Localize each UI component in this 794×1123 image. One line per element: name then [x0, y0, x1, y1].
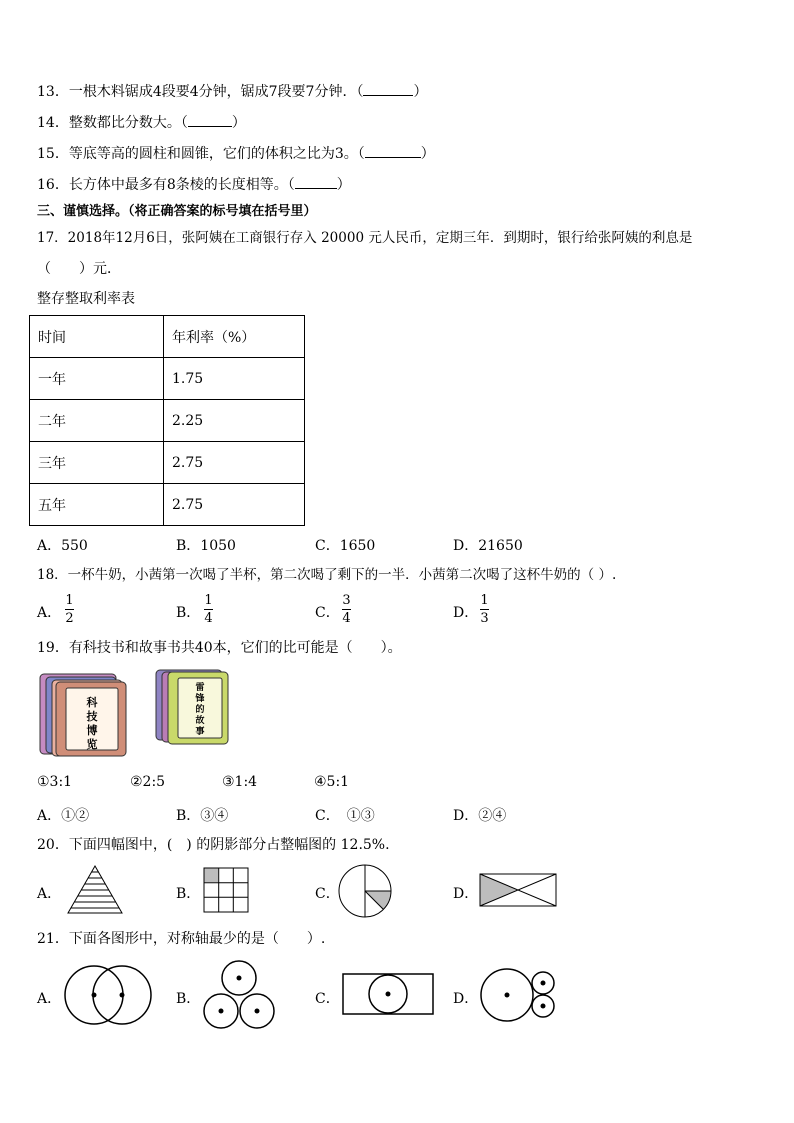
table-row: [30, 400, 305, 442]
rate-table: [29, 315, 305, 526]
numerator: 3: [342, 593, 351, 608]
table-cell: 2.75: [164, 442, 305, 484]
question-17-line2: （ ）元．: [37, 261, 121, 277]
grid-figure: [203, 867, 249, 913]
three-circles-figure: [202, 960, 276, 1030]
option-a[interactable]: [37, 602, 61, 622]
paren-close: ）: [336, 177, 351, 193]
table-cell: 2.75: [164, 484, 305, 526]
question-13: [37, 83, 427, 101]
option-b[interactable]: B．1050: [176, 538, 236, 554]
option-b[interactable]: [176, 602, 200, 622]
book-title-char: 科: [86, 696, 98, 709]
question-17-line1: 17．2018年12月6日，张阿姨在工商银行存入 20000 元人民币，定期三年．到期时，银行给张阿姨的利息是: [37, 230, 693, 246]
rectangle-diagonal-figure: [479, 873, 557, 907]
option-c[interactable]: C．1650: [315, 538, 376, 554]
question-14: [37, 114, 246, 132]
question-14-text: 14．整数都比分数大。（: [37, 115, 188, 131]
fraction: [480, 593, 489, 626]
option-d[interactable]: D．: [453, 991, 479, 1007]
option-c[interactable]: C． ①③: [315, 808, 375, 824]
story-books-illustration: [154, 666, 232, 748]
option-a[interactable]: A．①②: [37, 808, 90, 824]
answer-blank[interactable]: [188, 114, 232, 127]
option-a[interactable]: A．: [37, 991, 62, 1007]
overlapping-circles-figure: [64, 964, 152, 1026]
question-15: [37, 145, 435, 163]
rectangle-circle-figure: [342, 973, 434, 1015]
table-header: 时间: [30, 316, 164, 358]
option-b[interactable]: B．: [176, 991, 201, 1007]
book-title-char: 故: [195, 716, 205, 726]
option-b[interactable]: B．③④: [176, 808, 229, 824]
question-16-text: 16．长方体中最多有8条棱的长度相等。（: [37, 177, 295, 193]
paren-close: ）: [231, 115, 246, 131]
science-books-illustration: [38, 666, 130, 758]
book-title-char: 事: [195, 727, 205, 737]
book-title-char: 博: [86, 724, 98, 737]
book-title-char: 技: [86, 710, 98, 723]
answer-blank[interactable]: [365, 145, 421, 158]
table-header: 年利率（%）: [164, 316, 305, 358]
numerator: 1: [204, 593, 213, 608]
big-small-circles-figure: [479, 967, 557, 1023]
book-title-char: 锋: [195, 694, 205, 704]
table-cell: 一年: [30, 358, 164, 400]
question-18: 18．一杯牛奶，小茜第一次喝了半杯，第二次喝了剩下的一半．小茜第二次喝了这杯牛奶的（ ）.: [37, 567, 617, 583]
table-row: [30, 442, 305, 484]
numerator: 1: [65, 593, 74, 608]
denominator: 3: [480, 611, 489, 626]
option-a[interactable]: A．550: [37, 538, 88, 554]
striped-triangle-figure: [66, 865, 124, 915]
ratio-choice-4: ④5:1: [314, 774, 350, 790]
option-d[interactable]: D．②④: [453, 808, 507, 824]
ratio-choice-1: ①3:1: [37, 774, 73, 790]
fraction: [65, 593, 74, 626]
denominator: 2: [65, 611, 74, 626]
denominator: 4: [204, 611, 213, 626]
option-c[interactable]: C．: [315, 886, 340, 902]
option-d[interactable]: D．: [453, 886, 479, 902]
section-heading: 三、谨慎选择。（将正确答案的标号填在括号里）: [37, 204, 317, 219]
table-cell: 五年: [30, 484, 164, 526]
table-cell: 三年: [30, 442, 164, 484]
answer-blank[interactable]: [295, 176, 337, 189]
book-title-char: 览: [86, 738, 98, 751]
option-b[interactable]: B．: [176, 886, 201, 902]
question-20: 20．下面四幅图中，( ) 的阴影部分占整幅图的 12.5%.: [37, 837, 390, 853]
fraction: [204, 593, 213, 626]
question-15-text: 15．等底等高的圆柱和圆锥，它们的体积之比为3。（: [37, 146, 365, 162]
option-d[interactable]: D．21650: [453, 538, 523, 554]
question-16: [37, 176, 351, 194]
table-cell: 二年: [30, 400, 164, 442]
question-21: 21．下面各图形中，对称轴最少的是（ ）.: [37, 931, 326, 947]
fraction: [342, 593, 351, 626]
book-title-char: 雷: [195, 683, 205, 693]
table-row: [30, 358, 305, 400]
numerator: 1: [480, 593, 489, 608]
option-label: D．: [453, 605, 479, 621]
question-13-text: 13．一根木料锯成4段要4分钟，锯成7段要7分钟．（: [37, 84, 364, 100]
table-header-row: [30, 316, 305, 358]
denominator: 4: [342, 611, 351, 626]
table-cell: 2.25: [164, 400, 305, 442]
ratio-choice-3: ③1:4: [222, 774, 258, 790]
option-label: B．: [176, 605, 201, 621]
table-title: 整存整取利率表: [37, 291, 135, 307]
option-c[interactable]: C．: [315, 991, 340, 1007]
table-row: [30, 484, 305, 526]
book-title-char: 的: [195, 705, 205, 715]
option-c[interactable]: [315, 602, 340, 622]
question-19: 19．有科技书和故事书共40本，它们的比可能是（ ）。: [37, 640, 402, 656]
answer-blank[interactable]: [363, 83, 413, 96]
table-cell: 1.75: [164, 358, 305, 400]
option-label: C．: [315, 605, 340, 621]
option-d[interactable]: [453, 602, 478, 622]
paren-close: ）: [420, 146, 435, 162]
option-label: A．: [37, 605, 62, 621]
circle-sector-figure: [338, 864, 392, 918]
paren-close: ）: [413, 84, 428, 100]
option-a[interactable]: A．: [37, 886, 62, 902]
ratio-choice-2: ②2:5: [130, 774, 166, 790]
